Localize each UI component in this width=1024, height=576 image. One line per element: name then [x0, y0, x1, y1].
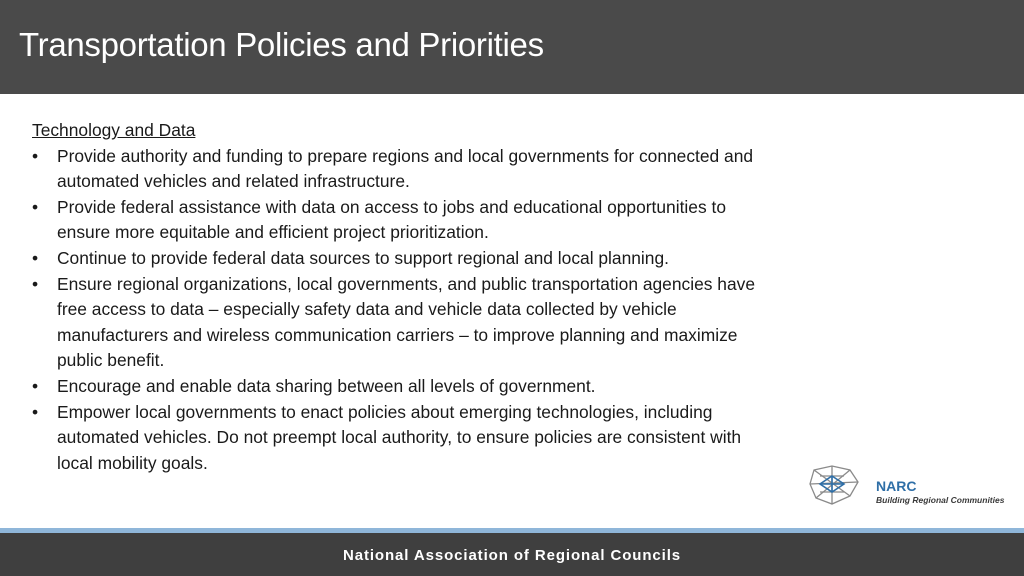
slide-content	[32, 118, 762, 476]
logo-tagline: Building Regional Communities	[876, 495, 1005, 505]
bullet-item: • Empower local governments to enact policies about emerging technologies, including automated vehicles. Do not preempt local authority, to ensure policies are consistent with local mobility goals.	[32, 400, 762, 477]
section-heading: Technology and Data	[32, 120, 196, 140]
bullet-list	[32, 144, 762, 477]
footer-text: National Association of Regional Councils	[342, 547, 682, 564]
bullet-item: • Continue to provide federal data sources to support regional and local planning.	[32, 246, 762, 272]
narc-logo-icon	[806, 462, 866, 512]
logo-name: NARC	[876, 478, 917, 494]
bullet-item: • Provide authority and funding to prepare regions and local governments for connected and automated vehicles and related infrastructure.	[32, 144, 762, 195]
narc-logo	[806, 462, 1016, 512]
bullet-item: • Ensure regional organizations, local governments, and public transportation agencies have free access to data – especially safety data and vehicle data collected by vehicle manufacturers and wireless communication carriers – to improve planning and maximize public benefit.	[32, 272, 762, 374]
footer-bar	[0, 533, 1024, 576]
page-title: Transportation Policies and Priorities	[19, 26, 544, 63]
header-bar	[0, 0, 1024, 94]
bullet-item: • Provide federal assistance with data on access to jobs and educational opportunities to ensure more equitable and efficient project prioritization.	[32, 195, 762, 246]
bullet-item: • Encourage and enable data sharing between all levels of government.	[32, 374, 762, 400]
